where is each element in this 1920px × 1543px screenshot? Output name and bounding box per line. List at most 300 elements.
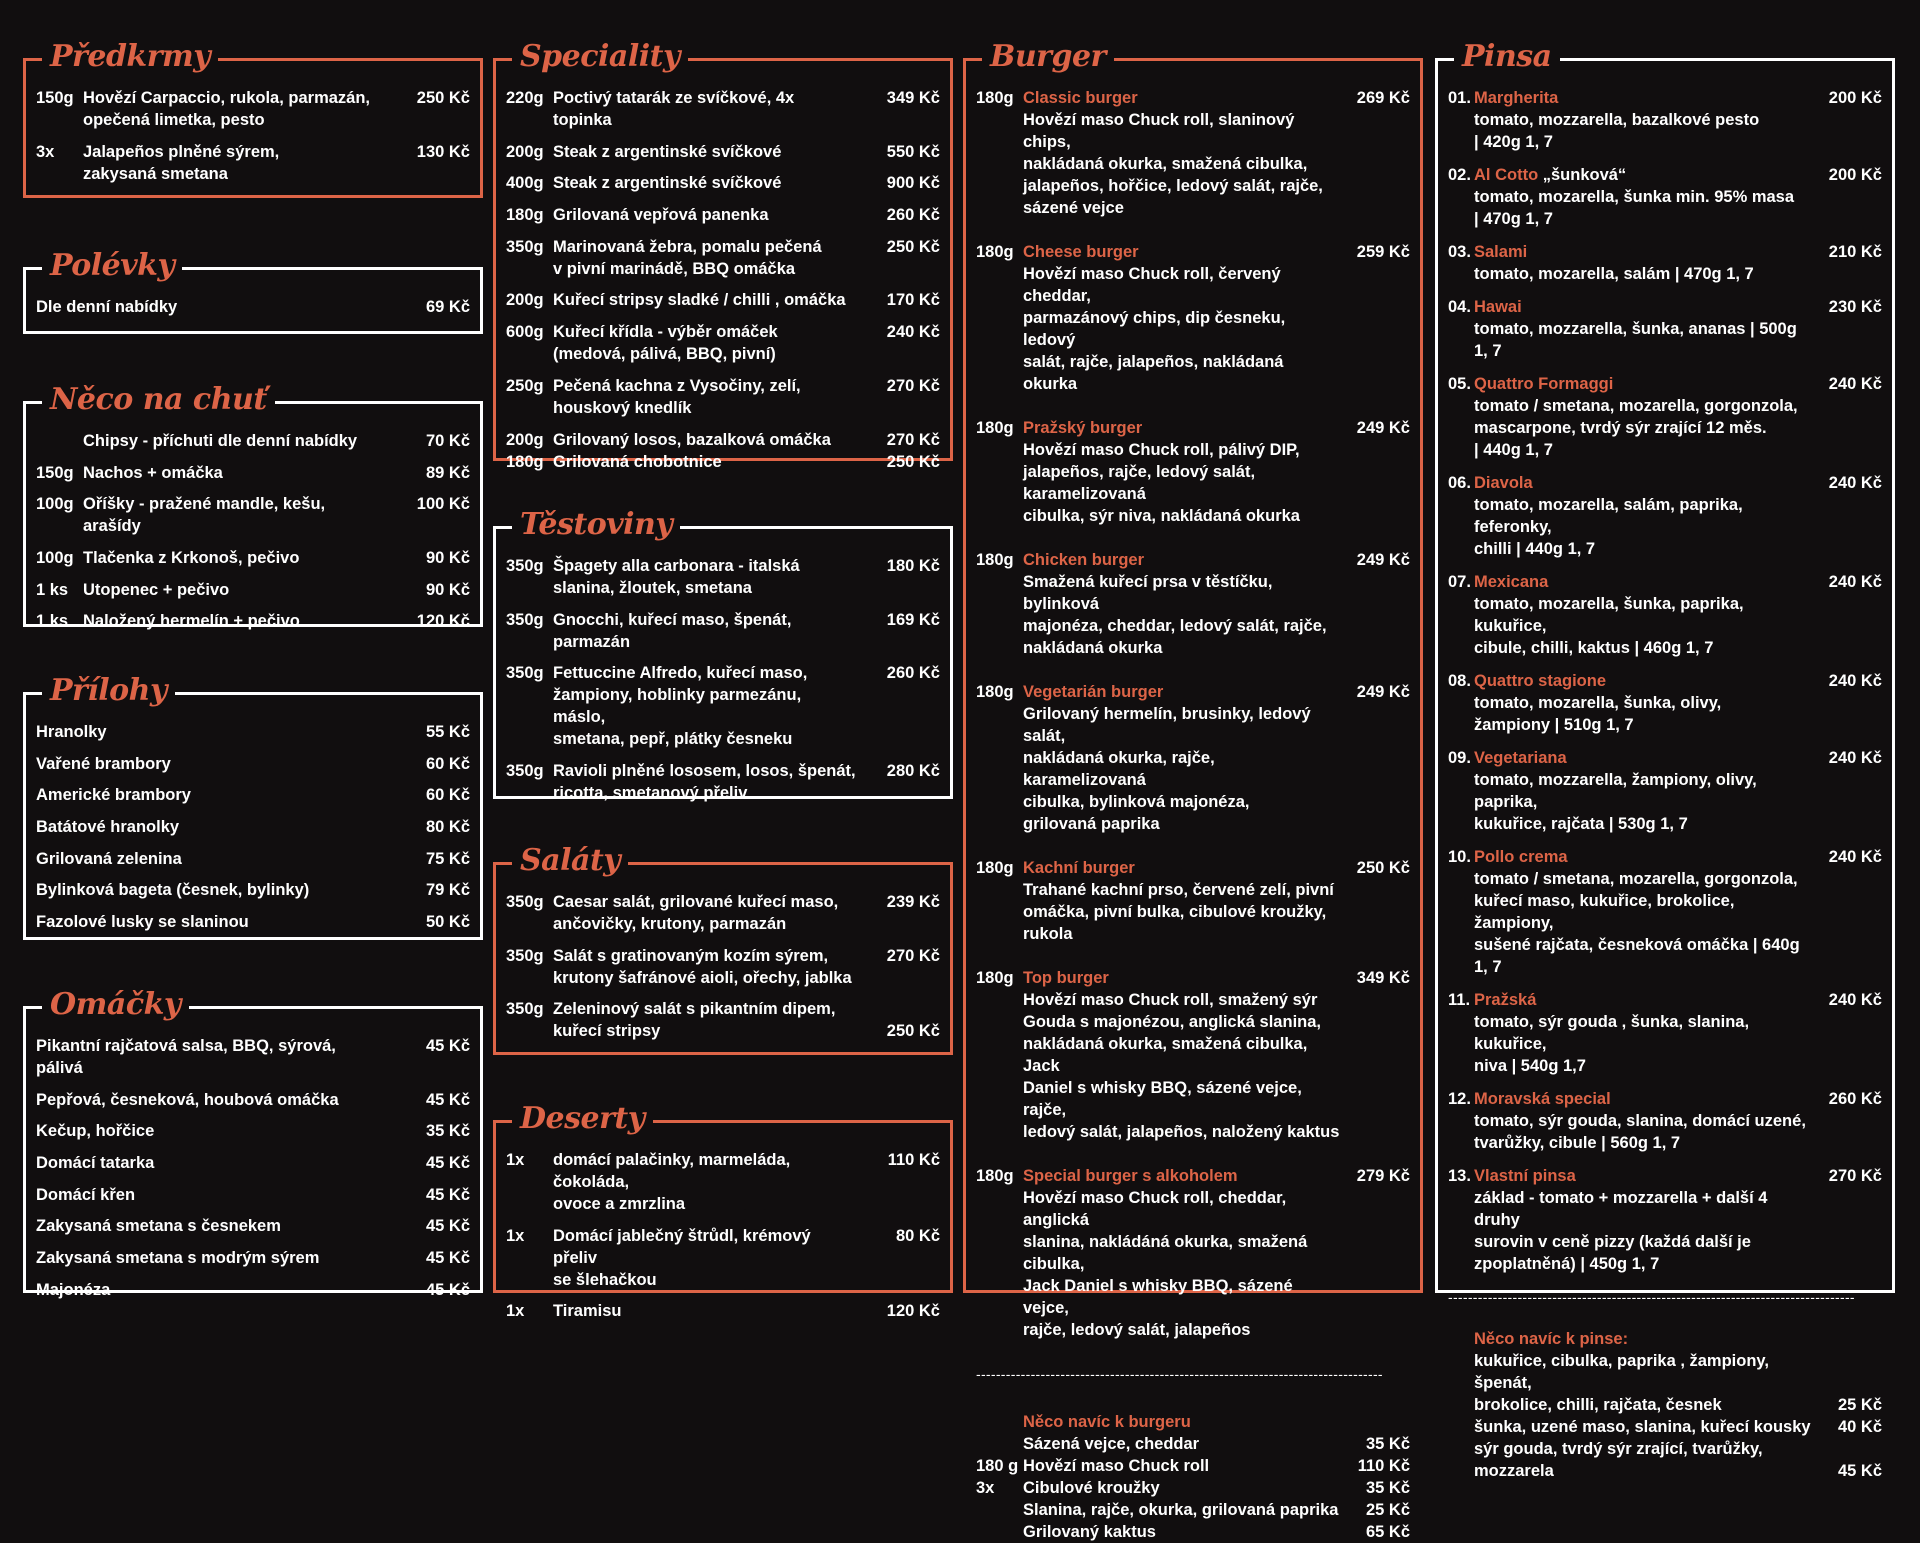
burger-weight: 180g [976,243,1014,261]
item-name: Grilovaná zelenina [36,849,182,868]
pinsa-heading [1474,241,1814,263]
polevky-section [23,248,483,334]
item-price: 90 Kč [425,549,470,568]
burger-name: Classic burger [1023,89,1138,107]
item-price: 250 Kč [886,452,940,471]
item-name: Zakysaná smetana s česnekem [36,1217,281,1236]
speciality-section [493,39,953,471]
pinsa-item [1448,164,1882,230]
burger-title: Burger [982,37,1114,77]
pinsa-description: tomato, mozzarella, žampiony, olivy, paprika, kukuřice, rajčata | 530g 1, 7 [1474,771,1757,833]
pinsa-number: 03. [1448,243,1471,261]
item-name: Steak z argentinské svíčkové [553,142,782,161]
item-name: Fettuccine Alfredo, kuřecí maso, žampiony, hoblinky parmezánu, máslo, smetana, pepř, plátky česneku [553,664,808,749]
pinsa-item [1448,373,1882,461]
omacky-list [36,1035,470,1301]
pinsa-item [1448,571,1882,659]
item-weight: 200g [506,291,544,310]
item-name: Batátové hranolky [36,818,180,837]
pinsa-name: Quattro Formaggi [1474,375,1614,393]
item-price: 80 Kč [895,1226,940,1245]
extra-weight [976,1433,1023,1455]
menu-item-row [36,848,470,870]
burger-weight: 180g [976,969,1014,987]
item-price: 180 Kč [886,557,940,575]
pinsa-description: tomato, mozarella, šunka min. 95% masa | 470g 1, 7 [1474,188,1795,228]
extra-name: šunka, uzené maso, slanina, kuřecí kousky [1474,1418,1811,1436]
pinsa-name: Moravská special [1474,1090,1611,1108]
burger-item [976,417,1410,527]
item-price: 169 Kč [886,610,940,629]
extra-spacer [1448,1350,1474,1416]
item-name: Hranolky [36,723,107,741]
item-price: 270 Kč [886,376,940,395]
item-price: 90 Kč [425,580,470,599]
extra-price: 65 Kč [1365,1523,1410,1541]
menu-item-row [506,375,940,419]
burger-extra-item [976,1477,1410,1499]
item-name: Grilovaná vepřová panenka [553,206,769,225]
pinsa-extra-item [1448,1438,1882,1482]
item-weight: 400g [506,174,544,193]
menu-item-row [506,998,940,1042]
item-price: 60 Kč [425,754,470,773]
pinsa-body [1474,1165,1814,1275]
item-weight: 600g [506,323,544,342]
pinsa-name: Vlastní pinsa [1474,1167,1576,1185]
pinsa-number: 02. [1448,166,1471,184]
pinsa-body [1474,87,1814,153]
pinsa-description: tomato, mozzarella, šunka, ananas | 500g 1, 7 [1474,320,1797,360]
pinsa-item [1448,747,1882,835]
item-name: Jalapeños plněné sýrem, zakysaná smetana [83,142,280,183]
pinsa-description: tomato, sýr gouda, slanina, domácí uzené, tvarůžky, cibule | 560g 1, 7 [1474,1112,1806,1152]
item-price: 250 Kč [886,1022,940,1041]
menu-item-row [506,236,940,280]
menu-item-row [36,1279,470,1301]
menu-item-row [36,87,470,131]
pinsa-body [1474,472,1814,560]
pinsa-name: Salami [1474,243,1528,261]
menu-item-row [36,1215,470,1237]
pinsa-list [1448,87,1882,1275]
pinsa-heading [1474,373,1814,395]
pinsa-number: 05. [1448,375,1471,393]
item-name: Steak z argentinské svíčkové [553,174,782,193]
extra-name: Cibulové kroužky [1023,1479,1160,1497]
item-price: 900 Kč [886,174,940,193]
pinsa-price: 200 Kč [1828,89,1882,107]
menu-item-row [506,289,940,311]
extra-name: Hovězí maso Chuck roll [1023,1457,1210,1475]
pinsa-item [1448,1165,1882,1275]
neco-section [23,382,483,631]
extra-price: 35 Kč [1365,1435,1410,1453]
pinsa-description: tomato, mozarella, šunka, olivy, žampiony | 510g 1, 7 [1474,694,1722,734]
pinsa-price: 240 Kč [1828,991,1882,1009]
item-weight: 350g [506,893,544,911]
burger-description: Hovězí maso Chuck roll, pálivý DIP, jalapeños, rajče, ledový salát, karamelizovaná cibulka, sýr niva, nakládaná okurka [1023,441,1300,525]
pinsa-item [1448,670,1882,736]
burger-body [1023,549,1342,659]
burger-item [976,241,1410,395]
item-price: 45 Kč [425,1249,470,1268]
item-name: Domácí křen [36,1185,136,1204]
item-weight: 220g [506,89,544,107]
item-price: 349 Kč [886,89,940,107]
item-weight: 1 ks [36,580,69,599]
burger-name: Pražský burger [1023,419,1143,437]
item-name: Pikantní rajčatová salsa, BBQ, sýrová, pálivá [36,1037,336,1077]
deserty-list [506,1149,940,1322]
speciality-list [506,87,940,473]
burger-list [976,87,1410,1341]
item-weight: 200g [506,142,544,161]
item-weight: 100g [36,495,74,514]
menu-item-row [36,296,470,318]
pinsa-description: tomato, mozarella, salám | 470g 1, 7 [1474,265,1754,283]
burger-weight: 180g [976,859,1014,877]
pinsa-name: Mexicana [1474,573,1549,591]
burger-section [963,39,1423,1541]
pinsa-price: 240 Kč [1828,474,1882,492]
item-price: 240 Kč [886,323,940,342]
omacky-section [23,987,483,1299]
item-price: 55 Kč [425,723,470,741]
extra-weight [976,1499,1023,1521]
item-price: 270 Kč [886,946,940,965]
omacky-title: Omáčky [42,985,189,1025]
item-name: Bylinková bageta (česnek, bylinky) [36,881,310,900]
menu-item-row [36,547,470,569]
pinsa-description: tomato, mozzarella, bazalkové pesto | 420g 1, 7 [1474,111,1760,151]
item-weight: 180g [506,206,544,225]
pinsa-name: Pollo crema [1474,848,1568,866]
menu-item-row [506,87,940,131]
item-price: 79 Kč [425,881,470,900]
pinsa-number: 12. [1448,1090,1471,1108]
item-price: 75 Kč [425,849,470,868]
item-weight: 180g [506,452,544,471]
extra-spacer [1448,1416,1474,1438]
extra-weight: 180 g [976,1457,1019,1475]
menu-item-row [506,891,940,935]
item-name: Gnocchi, kuřecí maso, špenát, parmazán [553,610,792,651]
item-weight: 350g [506,1000,544,1019]
burger-weight: 180g [976,1167,1014,1185]
item-name: Grilovaný losos, bazalková omáčka [553,430,831,449]
pinsa-price: 270 Kč [1828,1167,1882,1185]
item-name: domácí palačinky, marmeláda, čokoláda, ovoce a zmrzlina [553,1151,791,1213]
item-price: 110 Kč [887,1151,940,1169]
item-name: Špagety alla carbonara - italská slanina, žloutek, smetana [553,557,800,597]
item-name: Fazolové lusky se slaninou [36,913,249,932]
burger-body [1023,681,1342,835]
burger-body [1023,1165,1342,1341]
burger-item [976,1165,1410,1341]
item-weight: 350g [506,762,544,781]
pinsa-heading [1474,989,1814,1011]
item-price: 120 Kč [886,1302,940,1321]
menu-item-row [506,429,940,451]
pinsa-heading [1474,747,1814,769]
menu-item-row [506,172,940,194]
item-name: Poctivý tatarák ze svíčkové, 4x topinka [553,89,795,129]
pinsa-heading [1474,296,1814,318]
deserty-title: Deserty [512,1099,653,1139]
item-weight: 350g [506,946,544,965]
burger-weight: 180g [976,551,1014,569]
item-weight: 3x [36,142,55,161]
extra-price: 110 Kč [1357,1457,1410,1475]
burger-price: 249 Kč [1356,683,1410,701]
menu-item-row [36,753,470,775]
burger-body [1023,417,1342,527]
pinsa-number: 08. [1448,672,1471,690]
item-name: Hovězí Carpaccio, rukola, parmazán, opečená limetka, pesto [83,89,371,129]
pinsa-name: Hawai [1474,298,1522,316]
menu-item-row [36,816,470,838]
burger-extra-heading [976,1411,1410,1433]
salaty-title: Saláty [512,841,628,881]
menu-item-row [36,1152,470,1174]
pinsa-body [1474,164,1814,230]
pinsa-description: základ - tomato + mozzarella + další 4 druhy surovin v ceně pizzy (každá další je zpoplatněná) | 450g 1, 7 [1474,1189,1768,1273]
pinsa-item [1448,1088,1882,1154]
pinsa-extra-title: Něco navíc k pinse: [1474,1330,1629,1348]
burger-weight: 180g [976,419,1014,437]
menu-item-row [36,579,470,601]
pinsa-body [1474,373,1814,461]
predkrmy-section [23,39,483,198]
neco-list [36,430,470,632]
menu-item-row [36,1184,470,1206]
menu-item-row [36,911,470,933]
burger-extra-item [976,1499,1410,1521]
menu-item-row [506,204,940,226]
menu-item-row [506,1225,940,1291]
burger-item [976,549,1410,659]
pinsa-description: tomato, sýr gouda , šunka, slanina, kukuřice, niva | 540g 1,7 [1474,1013,1750,1075]
extra-name: Sázená vejce, cheddar [1023,1435,1200,1453]
testoviny-list [506,555,940,804]
pinsa-price: 210 Kč [1828,243,1882,261]
burger-description: Smažená kuřecí prsa v těstíčku, bylinková majonéza, cheddar, ledový salát, rajče, nakládaná okurka [1023,573,1327,657]
burger-price: 269 Kč [1356,89,1410,107]
item-price: 280 Kč [886,762,940,781]
item-price: 45 Kč [425,1037,470,1055]
pinsa-body [1474,747,1814,835]
burger-description: Grilovaný hermelín, brusinky, ledový salát, nakládaná okurka, rajče, karamelizovaná cibulka, bylinková majonéza, grilovaná paprika [1023,705,1311,833]
item-name: Dle denní nabídky [36,298,178,316]
extra-name: Slanina, rajče, okurka, grilovaná paprika [1023,1501,1339,1519]
pinsa-item [1448,472,1882,560]
burger-name: Cheese burger [1023,243,1139,261]
item-name: Utopenec + pečivo [83,580,230,599]
pinsa-heading [1474,1165,1814,1187]
pinsa-title: Pinsa [1454,37,1560,77]
burger-extra-item [976,1455,1410,1477]
salaty-section [493,843,953,1055]
pinsa-extra-item [1448,1416,1882,1438]
item-name: Zakysaná smetana s modrým sýrem [36,1249,320,1268]
prilohy-title: Přílohy [42,671,175,711]
item-weight: 1x [506,1302,525,1321]
menu-item-row [36,721,470,743]
pinsa-number: 10. [1448,848,1471,866]
prilohy-section [23,673,483,940]
predkrmy-title: Předkrmy [42,37,218,77]
item-weight: 250g [506,376,544,395]
burger-price: 250 Kč [1356,859,1410,877]
item-name: Tiramisu [553,1302,622,1321]
item-weight: 1x [506,1226,525,1245]
item-price: 130 Kč [416,142,470,161]
pinsa-description: tomato, mozarella, šunka, paprika, kukuřice, cibule, chilli, kaktus | 460g 1, 7 [1474,595,1744,657]
pinsa-description: tomato, mozarella, salám, paprika, feferonky, chilli | 440g 1, 7 [1474,496,1743,558]
menu-item-row [36,610,470,632]
deserty-section [493,1101,953,1321]
burger-description: Trahané kachní prso, červené zelí, pivní omáčka, pivní bulka, cibulové kroužky, rukola [1023,881,1334,943]
item-name: Kuřecí křídla - výběr omáček (medová, pálivá, BBQ, pivní) [553,323,778,364]
item-weight: 350g [506,610,544,629]
pinsa-price: 240 Kč [1828,375,1882,393]
item-name: Oříšky - pražené mandle, kešu, arašídy [83,495,326,536]
pinsa-extra-item [1448,1350,1882,1416]
pinsa-price: 240 Kč [1828,848,1882,866]
item-name: Grilovaná chobotnice [553,452,722,471]
item-price: 100 Kč [416,495,470,514]
item-name: Vařené brambory [36,754,171,773]
polevky-list [36,296,470,318]
item-price: 550 Kč [886,142,940,161]
burger-price: 249 Kč [1356,551,1410,569]
item-weight: 350g [506,237,544,256]
menu-item-row [36,430,470,452]
burger-item [976,681,1410,835]
extra-name: kukuřice, cibulka, paprika , žampiony, špenát, brokolice, chilli, rajčata, česnek [1474,1352,1769,1414]
pinsa-name: Vegetariana [1474,749,1567,767]
item-name: Americké brambory [36,786,191,805]
pinsa-number: 01. [1448,89,1471,107]
extra-price: 25 Kč [1365,1501,1410,1519]
burger-price: 249 Kč [1356,419,1410,437]
menu-item-row [506,321,940,365]
polevky-title: Polévky [42,246,182,286]
item-price: 45 Kč [425,1280,470,1299]
pinsa-extras-list [1448,1350,1882,1482]
pinsa-item [1448,296,1882,362]
menu-item-row [506,451,940,473]
extra-price: 25 Kč [1837,1396,1882,1414]
pinsa-price: 240 Kč [1828,672,1882,690]
burger-name: Chicken burger [1023,551,1145,569]
item-weight: 150g [36,89,74,107]
testoviny-title: Těstoviny [512,505,680,545]
pinsa-extra-heading [1448,1328,1882,1350]
item-name: Nachos + omáčka [83,463,223,482]
burger-price: 279 Kč [1356,1167,1410,1185]
item-price: 45 Kč [425,1154,470,1173]
item-price: 70 Kč [425,432,470,450]
item-price: 69 Kč [425,298,470,316]
pinsa-name: Al Cotto [1474,166,1539,184]
item-name: Marinovaná žebra, pomalu pečená v pivní marinádě, BBQ omáčka [553,237,822,278]
menu-item-row [36,1247,470,1269]
pinsa-body [1474,1088,1814,1154]
item-price: 45 Kč [425,1090,470,1109]
item-name: Domácí tatarka [36,1154,155,1173]
pinsa-heading [1474,670,1814,692]
item-price: 250 Kč [416,89,470,107]
burger-extras-list [976,1433,1410,1543]
pinsa-body [1474,846,1814,978]
item-name: Kečup, hořčice [36,1122,155,1141]
pinsa-price: 240 Kč [1828,573,1882,591]
extra-price: 35 Kč [1365,1479,1410,1497]
menu-item-row [36,1120,470,1142]
pinsa-body [1474,241,1814,285]
item-price: 45 Kč [425,1185,470,1204]
menu-item-row [506,1149,940,1215]
extra-price: 45 Kč [1837,1462,1882,1480]
item-weight: 1x [506,1151,525,1169]
pinsa-body [1474,571,1814,659]
burger-item [976,967,1410,1143]
item-weight: 1 ks [36,612,69,631]
item-name: Caesar salát, grilované kuřecí maso, ančovičky, krutony, parmazán [553,893,839,933]
burger-description: Hovězí maso Chuck roll, slaninový chips, nakládaná okurka, smažená cibulka, jalapeños, hořčice, ledový salát, rajče, sázené vejce [1023,111,1323,217]
item-name: Naložený hermelín + pečivo [83,612,300,631]
pinsa-number: 11. [1448,991,1471,1009]
pinsa-name: Pražská [1474,991,1537,1009]
menu-item-row [506,1300,940,1322]
predkrmy-list [36,87,470,185]
extra-weight: 3x [976,1479,995,1497]
burger-extra-item [976,1521,1410,1543]
menu-item-row [36,784,470,806]
item-price: 35 Kč [425,1122,470,1141]
item-weight [36,430,83,452]
item-price: 170 Kč [886,291,940,310]
burger-name: Top burger [1023,969,1109,987]
burger-divider: ---------------------------------------------------------------------------------- [976,1366,1383,1382]
pinsa-name: Diavola [1474,474,1533,492]
item-price: 89 Kč [425,463,470,482]
pinsa-item [1448,87,1882,153]
burger-body [1023,241,1342,395]
item-weight: 100g [36,549,74,568]
extra-name: sýr gouda, tvrdý sýr zrající, tvarůžky, mozzarela [1474,1440,1763,1480]
burger-name: Vegetarián burger [1023,683,1164,701]
pinsa-price: 260 Kč [1828,1090,1882,1108]
pinsa-price: 240 Kč [1828,749,1882,767]
menu-item-row [506,141,940,163]
burger-item [976,857,1410,945]
pinsa-heading [1474,87,1814,109]
pinsa-price: 200 Kč [1828,166,1882,184]
pinsa-heading [1474,164,1814,186]
menu-item-row [506,555,940,599]
pinsa-item [1448,989,1882,1077]
item-name: Pepřová, česneková, houbová omáčka [36,1090,339,1109]
burger-price: 349 Kč [1356,969,1410,987]
menu-item-row [36,462,470,484]
menu-item-row [506,609,940,653]
pinsa-number: 06. [1448,474,1471,492]
item-price: 260 Kč [886,206,940,225]
pinsa-name-suffix: „šunková“ [1538,166,1627,184]
